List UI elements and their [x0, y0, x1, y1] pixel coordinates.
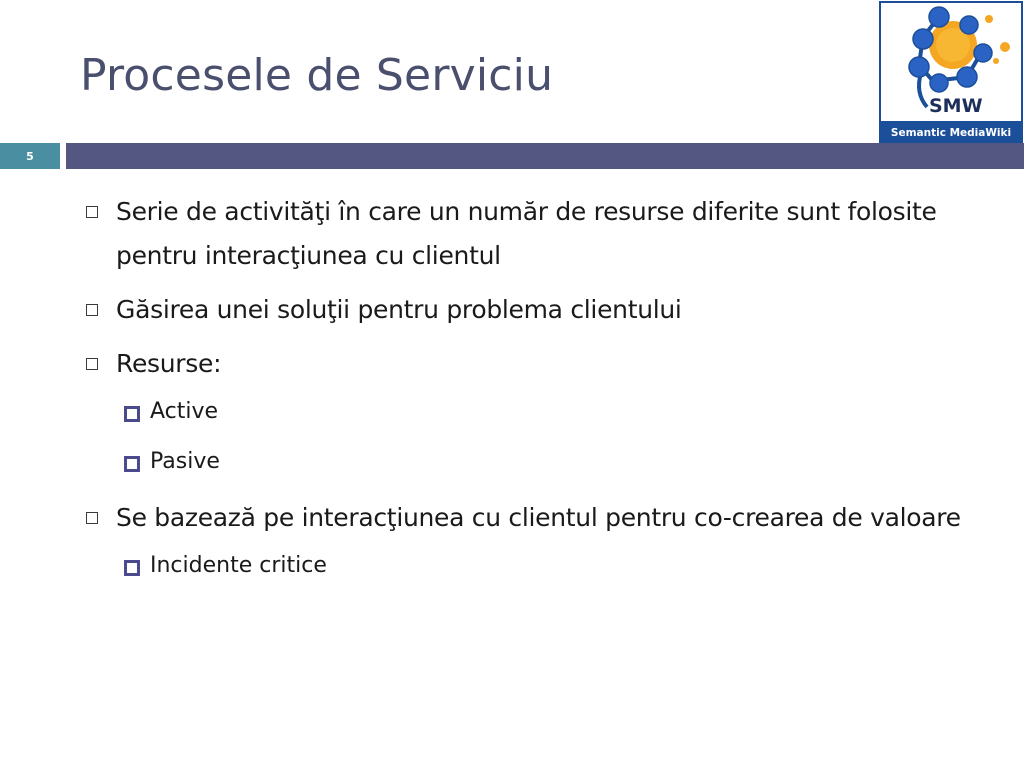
- square-bullet-icon: [86, 512, 98, 524]
- bullet-item: [80, 496, 980, 540]
- bullet-item: [80, 342, 980, 386]
- bullet-text: Se bazează pe interacţiunea cu clientul pentru co-crearea de valoare: [116, 503, 961, 532]
- square-bullet-icon: [86, 206, 98, 218]
- slide-title: Procesele de Serviciu: [80, 50, 554, 101]
- smw-logo-text: SMW: [929, 95, 983, 117]
- smw-logo-graphic: [881, 3, 1021, 143]
- page-number: 5: [26, 149, 34, 163]
- sub-bullet-item: [80, 396, 980, 428]
- accent-bar: [66, 143, 1024, 169]
- smw-logo: [879, 1, 1023, 145]
- square-bullet-icon: [86, 358, 98, 370]
- sub-bullet-item: [80, 446, 980, 478]
- bullet-text: Găsirea unei soluţii pentru problema clientului: [116, 295, 682, 324]
- bullet-list: [80, 190, 980, 600]
- filled-square-bullet-icon: [124, 456, 140, 472]
- square-bullet-icon: [86, 304, 98, 316]
- sub-bullet-text: Active: [150, 399, 219, 424]
- filled-square-bullet-icon: [124, 406, 140, 422]
- sub-bullet-text: Pasive: [150, 449, 220, 474]
- filled-square-bullet-icon: [124, 560, 140, 576]
- title-divider: [0, 143, 1024, 169]
- bullet-text: Serie de activităţi în care un număr de resurse diferite sunt folosite pentru interacţiunea cu clientul: [116, 197, 937, 270]
- page-number-box: [0, 143, 60, 169]
- sub-bullet-text: Incidente critice: [150, 553, 327, 578]
- smw-logo-caption: Semantic MediaWiki: [890, 127, 1012, 139]
- bullet-text: Resurse:: [116, 349, 222, 378]
- bullet-item: [80, 288, 980, 332]
- sub-bullet-item: [80, 550, 980, 582]
- bullet-item: [80, 190, 980, 278]
